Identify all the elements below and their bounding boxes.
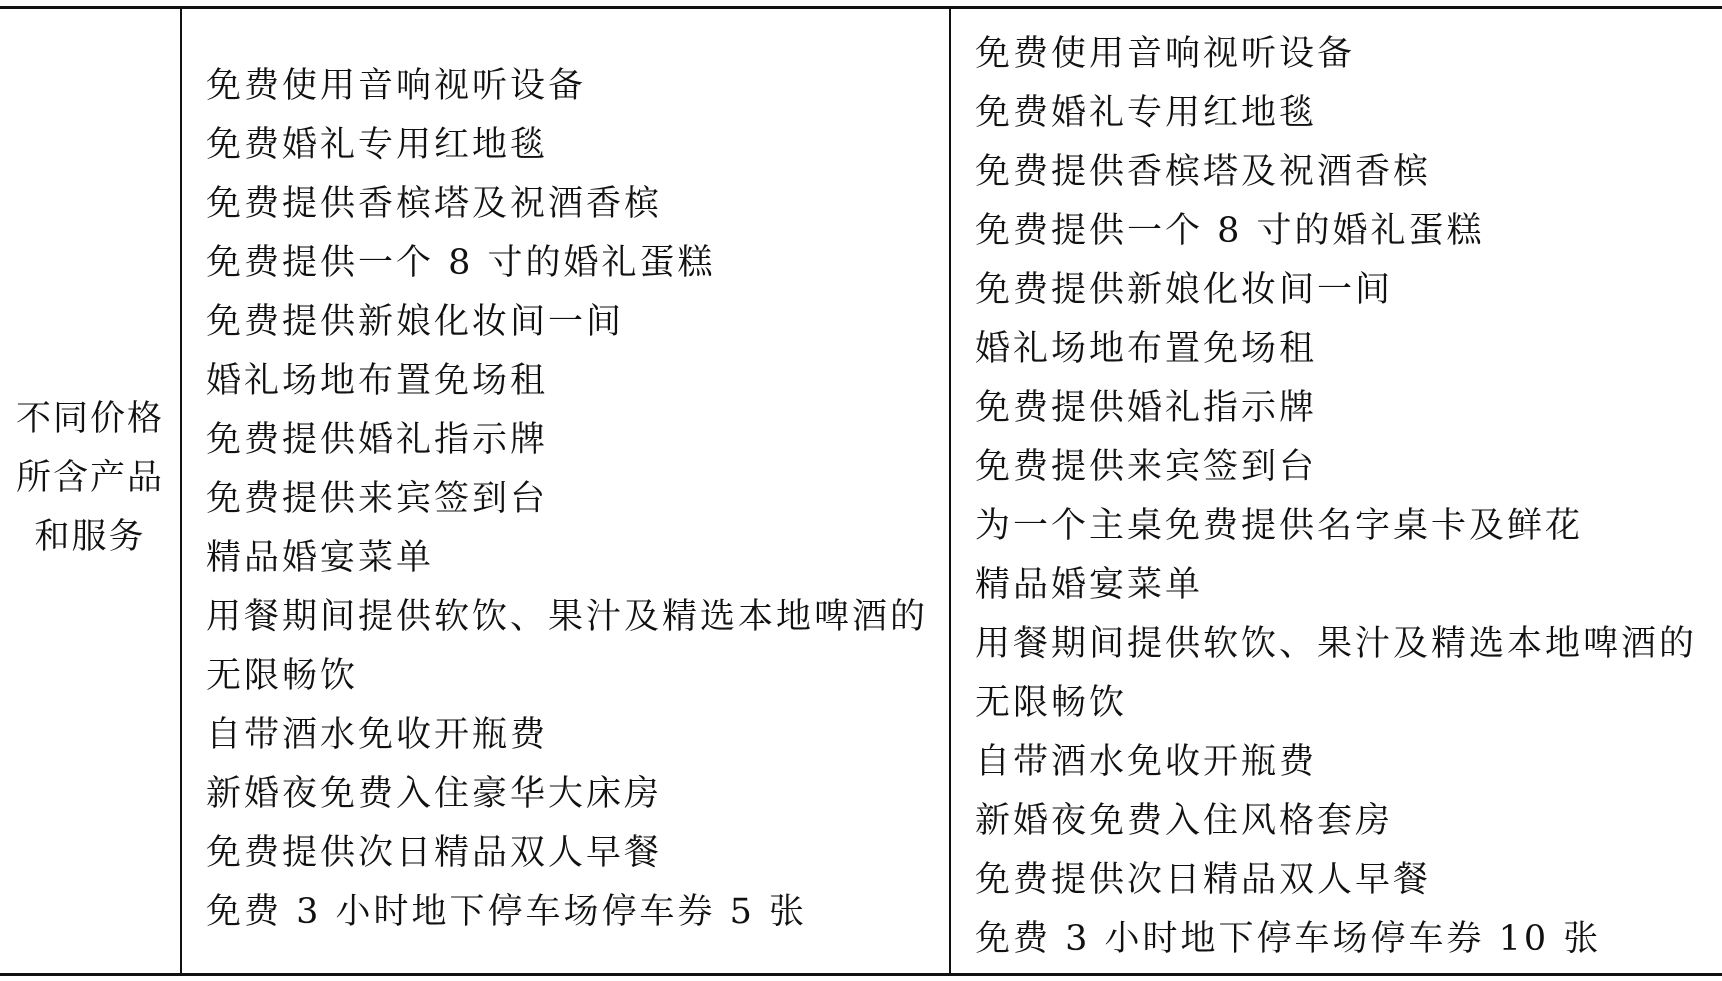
list-item: 免费 3 小时地下停车场停车券 10 张: [975, 919, 1602, 959]
list-item: 无限畅饮: [206, 656, 359, 696]
package-b-list: [951, 9, 1722, 969]
list-item: 婚礼场地布置免场租: [206, 361, 549, 401]
list-item: 免费 3 小时地下停车场停车券 5 张: [206, 892, 808, 932]
list-item: 免费使用音响视听设备: [206, 66, 587, 106]
list-item: 用餐期间提供软饮、果汁及精选本地啤酒的: [206, 597, 929, 637]
list-item: 免费提供来宾签到台: [206, 479, 549, 519]
list-item: 婚礼场地布置免场租: [975, 329, 1318, 369]
list-item: 无限畅饮: [975, 683, 1128, 723]
package-a-cell: [182, 9, 951, 973]
list-item: 免费提供香槟塔及祝酒香槟: [975, 152, 1432, 192]
list-item: 免费提供新娘化妆间一间: [206, 302, 625, 342]
row-label-cell: [0, 9, 182, 973]
list-item: 免费使用音响视听设备: [975, 34, 1356, 74]
row-label-line: 不同价格: [15, 399, 164, 439]
list-item: 新婚夜免费入住风格套房: [975, 801, 1394, 841]
list-item: 免费提供香槟塔及祝酒香槟: [206, 184, 663, 224]
package-b-cell: [951, 9, 1722, 973]
list-item: 精品婚宴菜单: [975, 565, 1204, 605]
list-item: 免费婚礼专用红地毯: [975, 93, 1318, 133]
list-item: 免费提供新娘化妆间一间: [975, 270, 1394, 310]
list-item: 用餐期间提供软饮、果汁及精选本地啤酒的: [975, 624, 1698, 664]
list-item: 免费提供来宾签到台: [975, 447, 1318, 487]
row-label-line: 所含产品: [15, 458, 164, 498]
list-item: 免费提供一个 8 寸的婚礼蛋糕: [206, 243, 716, 283]
list-item: 新婚夜免费入住豪华大床房: [206, 774, 663, 814]
list-item: 免费提供次日精品双人早餐: [975, 860, 1432, 900]
row-label-line: 和服务: [34, 517, 146, 557]
list-item: 免费提供婚礼指示牌: [206, 420, 549, 460]
list-item: 免费提供次日精品双人早餐: [206, 833, 663, 873]
list-item: 免费婚礼专用红地毯: [206, 125, 549, 165]
list-item: 精品婚宴菜单: [206, 538, 435, 578]
row-label: [16, 390, 164, 567]
list-item: 为一个主桌免费提供名字桌卡及鲜花: [975, 506, 1584, 546]
list-item: 免费提供婚礼指示牌: [975, 388, 1318, 428]
list-item: 自带酒水免收开瓶费: [975, 742, 1318, 782]
list-item: 免费提供一个 8 寸的婚礼蛋糕: [975, 211, 1485, 251]
services-table: [0, 6, 1722, 976]
list-item: 自带酒水免收开瓶费: [206, 715, 549, 755]
package-a-list: [182, 9, 949, 942]
